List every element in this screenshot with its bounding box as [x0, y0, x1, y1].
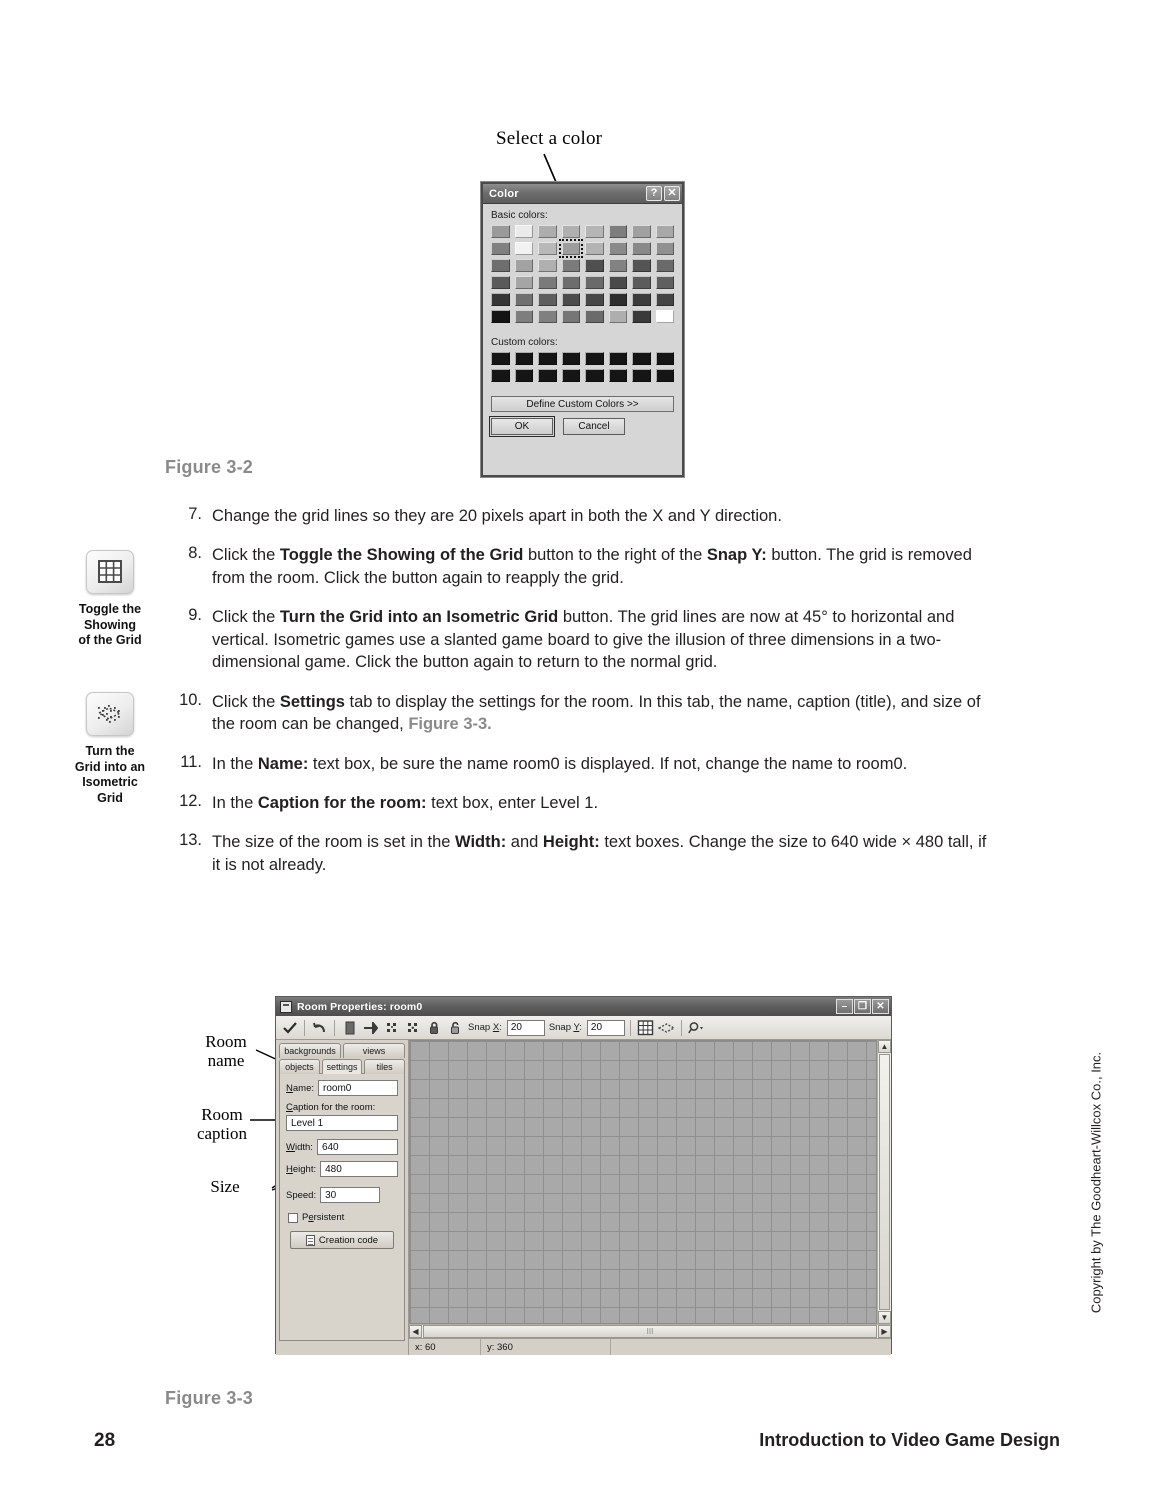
page-number: 28	[94, 1430, 116, 1451]
step-number: 9.	[188, 606, 202, 625]
instruction-step	[178, 691, 998, 736]
color-dialog-title: Color	[489, 187, 519, 200]
callout-room-caption: Room caption	[196, 1105, 248, 1144]
tab-settings[interactable]: settings	[322, 1059, 363, 1074]
close-icon[interactable]: ✕	[872, 999, 889, 1014]
basic-colors-label: Basic colors:	[491, 210, 548, 221]
custom-color-swatch[interactable]	[609, 369, 628, 382]
magnifier-icon[interactable]	[687, 1018, 706, 1037]
basic-color-swatch[interactable]	[491, 276, 510, 289]
room-window-title: Room Properties: room0	[297, 1000, 423, 1013]
basic-color-swatch[interactable]	[562, 242, 581, 255]
application-icon	[280, 1001, 292, 1013]
width-field-row	[286, 1139, 398, 1155]
basic-color-swatch[interactable]	[515, 225, 534, 238]
basic-color-swatch[interactable]	[491, 259, 510, 272]
document-icon	[306, 1235, 315, 1246]
instruction-step	[178, 792, 998, 814]
basic-color-swatch[interactable]	[538, 276, 557, 289]
basic-color-swatch[interactable]	[609, 242, 628, 255]
basic-color-swatch[interactable]	[585, 310, 604, 323]
room-statusbar	[409, 1338, 891, 1355]
tab-objects[interactable]: objects	[279, 1059, 320, 1074]
basic-color-swatch[interactable]	[515, 293, 534, 306]
basic-color-swatch[interactable]	[632, 276, 651, 289]
width-input[interactable]: 640	[317, 1139, 398, 1155]
step-text: The size of the room is set in the Width: and Height: text boxes. Change the size to 640 wide × 480 tall, if it is not already.	[212, 833, 987, 874]
name-label: Name:	[286, 1082, 314, 1094]
color-dialog-buttons	[491, 418, 674, 435]
height-field-row	[286, 1161, 398, 1177]
status-empty	[611, 1339, 891, 1355]
step-number: 7.	[188, 505, 202, 523]
basic-color-swatch[interactable]	[585, 242, 604, 255]
horizontal-scrollbar[interactable]	[409, 1324, 891, 1338]
lock-objects-icon[interactable]	[424, 1018, 443, 1037]
basic-color-swatch[interactable]	[491, 293, 510, 306]
minimize-icon[interactable]: –	[836, 999, 853, 1014]
basic-color-swatch[interactable]	[585, 225, 604, 238]
basic-color-swatch[interactable]	[609, 259, 628, 272]
basic-color-swatch[interactable]	[656, 225, 675, 238]
callout-size: Size	[210, 1177, 240, 1196]
color-dialog	[481, 182, 684, 477]
basic-color-swatch[interactable]	[491, 225, 510, 238]
custom-color-swatch[interactable]	[585, 369, 604, 382]
room-window-titlebar	[276, 997, 891, 1016]
shift-objects-icon[interactable]	[382, 1018, 401, 1037]
basic-color-swatch[interactable]	[609, 225, 628, 238]
close-icon[interactable]: ✕	[664, 186, 680, 201]
basic-color-swatch[interactable]	[632, 225, 651, 238]
basic-colors-grid[interactable]	[491, 225, 674, 323]
cancel-button[interactable]: Cancel	[563, 418, 625, 435]
snap-y-input[interactable]: 20	[587, 1020, 625, 1036]
status-y: y: 360	[481, 1339, 611, 1355]
snap-x-label: Snap X:	[468, 1022, 502, 1033]
toolbar-separator	[334, 1020, 335, 1036]
step-text: Change the grid lines so they are 20 pixels apart in both the X and Y direction.	[212, 507, 782, 525]
step-text: Click the Turn the Grid into an Isometric Grid button. The grid lines are now at 45° to horizontal and vertical. Isometric games use a slanted game board to give the illusion of three dimensions in a two-dimensional game. Click the button again to return to the normal grid.	[212, 608, 955, 672]
maximize-icon[interactable]: ❐	[854, 999, 871, 1014]
basic-color-swatch[interactable]	[515, 310, 534, 323]
persistent-label: Persistent	[302, 1212, 345, 1223]
instruction-step	[178, 505, 998, 527]
callout-room-name: Room name	[205, 1032, 247, 1071]
check-icon[interactable]	[280, 1018, 299, 1037]
stop-icon[interactable]	[340, 1018, 359, 1037]
custom-color-swatch[interactable]	[538, 352, 557, 365]
instruction-step	[178, 831, 998, 876]
tab-row-objects-settings-tiles	[279, 1059, 405, 1074]
custom-color-swatch[interactable]	[491, 369, 510, 382]
scroll-right-icon[interactable]: ▶	[878, 1325, 891, 1338]
custom-color-swatch[interactable]	[609, 352, 628, 365]
scroll-left-icon[interactable]: ◀	[409, 1325, 422, 1338]
margin-note-label-0: Toggle the Showing of the Grid	[78, 602, 142, 648]
select-a-color-callout: Select a color	[496, 128, 603, 149]
isometric-grid-icon[interactable]	[657, 1018, 676, 1037]
basic-color-swatch[interactable]	[609, 276, 628, 289]
define-custom-colors-button[interactable]: Define Custom Colors >>	[491, 396, 674, 412]
margin-note-label-1: Turn the Grid into an Isometric Grid	[74, 744, 146, 805]
status-x: x: 60	[409, 1339, 481, 1355]
height-input[interactable]: 480	[320, 1161, 398, 1177]
room-toolbar	[276, 1016, 891, 1040]
color-dialog-titlebar	[483, 184, 682, 204]
tab-views[interactable]: views	[343, 1043, 405, 1058]
basic-color-swatch[interactable]	[656, 259, 675, 272]
basic-color-swatch[interactable]	[632, 310, 651, 323]
basic-color-swatch[interactable]	[538, 225, 557, 238]
step-number: 11.	[180, 752, 202, 771]
custom-colors-label: Custom colors:	[491, 337, 558, 348]
custom-color-swatch[interactable]	[515, 369, 534, 382]
speed-label: Speed:	[286, 1189, 317, 1201]
vertical-scrollbar[interactable]	[877, 1040, 891, 1324]
custom-color-swatch[interactable]	[632, 369, 651, 382]
help-icon[interactable]: ?	[646, 186, 662, 201]
width-label: Width:	[286, 1141, 313, 1153]
isometric-grid-icon	[86, 692, 134, 736]
step-number: 13.	[179, 831, 202, 850]
snap-y-label: Snap Y:	[548, 1022, 582, 1033]
footer-title: Introduction to Video Game Design	[759, 1430, 1060, 1450]
basic-color-swatch[interactable]	[562, 259, 581, 272]
step-number: 10.	[179, 690, 202, 709]
custom-color-swatch[interactable]	[491, 352, 510, 365]
step-text: Click the Toggle the Showing of the Grid button to the right of the Snap Y: button. The grid is removed from the room. Click the button again to reapply the grid.	[212, 546, 972, 587]
name-field-row	[286, 1080, 398, 1096]
creation-code-button[interactable]	[290, 1231, 394, 1249]
height-label: Height:	[286, 1163, 317, 1175]
step-number: 12.	[179, 791, 202, 810]
figure-3-3-caption: Figure 3-3	[165, 1388, 254, 1408]
basic-color-swatch[interactable]	[656, 242, 675, 255]
scroll-up-icon[interactable]: ▲	[878, 1040, 891, 1053]
custom-color-swatch[interactable]	[585, 352, 604, 365]
basic-color-swatch[interactable]	[585, 293, 604, 306]
basic-color-swatch[interactable]	[538, 293, 557, 306]
basic-color-swatch[interactable]	[538, 310, 557, 323]
name-input[interactable]: room0	[318, 1080, 398, 1096]
room-settings-panel	[276, 1040, 409, 1355]
tab-backgrounds[interactable]: backgrounds	[279, 1043, 341, 1058]
speed-input[interactable]: 30	[320, 1187, 380, 1203]
grid-icon	[86, 550, 134, 594]
tab-tiles[interactable]: tiles	[364, 1059, 405, 1074]
basic-color-swatch[interactable]	[491, 242, 510, 255]
persistent-row[interactable]	[288, 1212, 398, 1223]
toolbar-separator	[304, 1020, 305, 1036]
basic-color-swatch[interactable]	[632, 259, 651, 272]
shift-tiles-icon[interactable]	[403, 1018, 422, 1037]
instruction-step	[178, 606, 998, 673]
basic-color-swatch[interactable]	[491, 310, 510, 323]
custom-color-swatch[interactable]	[632, 352, 651, 365]
basic-color-swatch[interactable]	[585, 259, 604, 272]
step-number: 8.	[188, 544, 202, 563]
creation-code-label: Creation code	[318, 1234, 379, 1246]
basic-color-swatch[interactable]	[538, 259, 557, 272]
undo-icon[interactable]	[310, 1018, 329, 1037]
numbered-instruction-list	[178, 505, 998, 893]
room-window-content	[276, 1040, 891, 1355]
tab-row-backgrounds-views	[279, 1043, 405, 1058]
toolbar-separator	[630, 1020, 631, 1036]
vertical-scroll-thumb[interactable]	[879, 1054, 890, 1310]
room-canvas[interactable]	[409, 1040, 877, 1324]
basic-color-swatch[interactable]	[656, 310, 675, 323]
step-text: In the Caption for the room: text box, enter Level 1.	[212, 793, 599, 812]
basic-color-swatch[interactable]	[656, 276, 675, 289]
room-canvas-area	[409, 1040, 891, 1324]
basic-color-swatch[interactable]	[515, 259, 534, 272]
step-text: In the Name: text box, be sure the name room0 is displayed. If not, change the name to room0.	[212, 754, 908, 773]
figure-3-2-caption: Figure 3-2	[165, 457, 254, 477]
arrow-right-icon[interactable]	[361, 1018, 380, 1037]
custom-color-swatch[interactable]	[515, 352, 534, 365]
scroll-down-icon[interactable]: ▼	[878, 1311, 891, 1324]
color-dialog-body	[483, 204, 682, 439]
margin-note-toggle-grid	[62, 550, 158, 649]
persistent-checkbox[interactable]	[288, 1213, 298, 1223]
instruction-step	[178, 753, 998, 775]
copyright-notice: Copyright by The Goodheart-Willcox Co., Inc.	[1088, 1051, 1104, 1314]
instruction-step	[178, 544, 998, 589]
basic-color-swatch[interactable]	[632, 293, 651, 306]
basic-color-swatch[interactable]	[562, 225, 581, 238]
basic-color-swatch[interactable]	[538, 242, 557, 255]
caption-input[interactable]: Level 1	[286, 1115, 398, 1131]
room-properties-window	[275, 996, 892, 1354]
custom-color-swatch[interactable]	[538, 369, 557, 382]
ok-button[interactable]: OK	[491, 418, 553, 435]
basic-color-swatch[interactable]	[562, 310, 581, 323]
custom-colors-grid[interactable]	[491, 352, 674, 382]
basic-color-swatch[interactable]	[609, 293, 628, 306]
custom-color-swatch[interactable]	[656, 369, 675, 382]
speed-field-row	[286, 1187, 398, 1203]
custom-color-swatch[interactable]	[656, 352, 675, 365]
basic-color-swatch[interactable]	[632, 242, 651, 255]
custom-color-swatch[interactable]	[562, 369, 581, 382]
settings-tab-panel	[279, 1073, 405, 1341]
basic-color-swatch[interactable]	[609, 310, 628, 323]
basic-color-swatch[interactable]	[656, 293, 675, 306]
snap-x-input[interactable]: 20	[507, 1020, 545, 1036]
horizontal-scroll-thumb[interactable]: III	[423, 1325, 877, 1338]
lock-tiles-icon[interactable]	[445, 1018, 464, 1037]
margin-note-isometric-grid	[62, 692, 158, 807]
custom-color-swatch[interactable]	[562, 352, 581, 365]
grid-icon[interactable]	[636, 1018, 655, 1037]
room-canvas-wrapper	[409, 1040, 891, 1355]
caption-label: Caption for the room:	[286, 1102, 376, 1113]
step-text: Click the Settings tab to display the settings for the room. In this tab, the name, caption (title), and size of the room can be changed, Figure 3-3.	[212, 692, 981, 734]
basic-color-swatch[interactable]	[585, 276, 604, 289]
toolbar-separator	[681, 1020, 682, 1036]
basic-color-swatch[interactable]	[562, 276, 581, 289]
basic-color-swatch[interactable]	[562, 293, 581, 306]
basic-color-swatch[interactable]	[515, 242, 534, 255]
basic-color-swatch[interactable]	[515, 276, 534, 289]
